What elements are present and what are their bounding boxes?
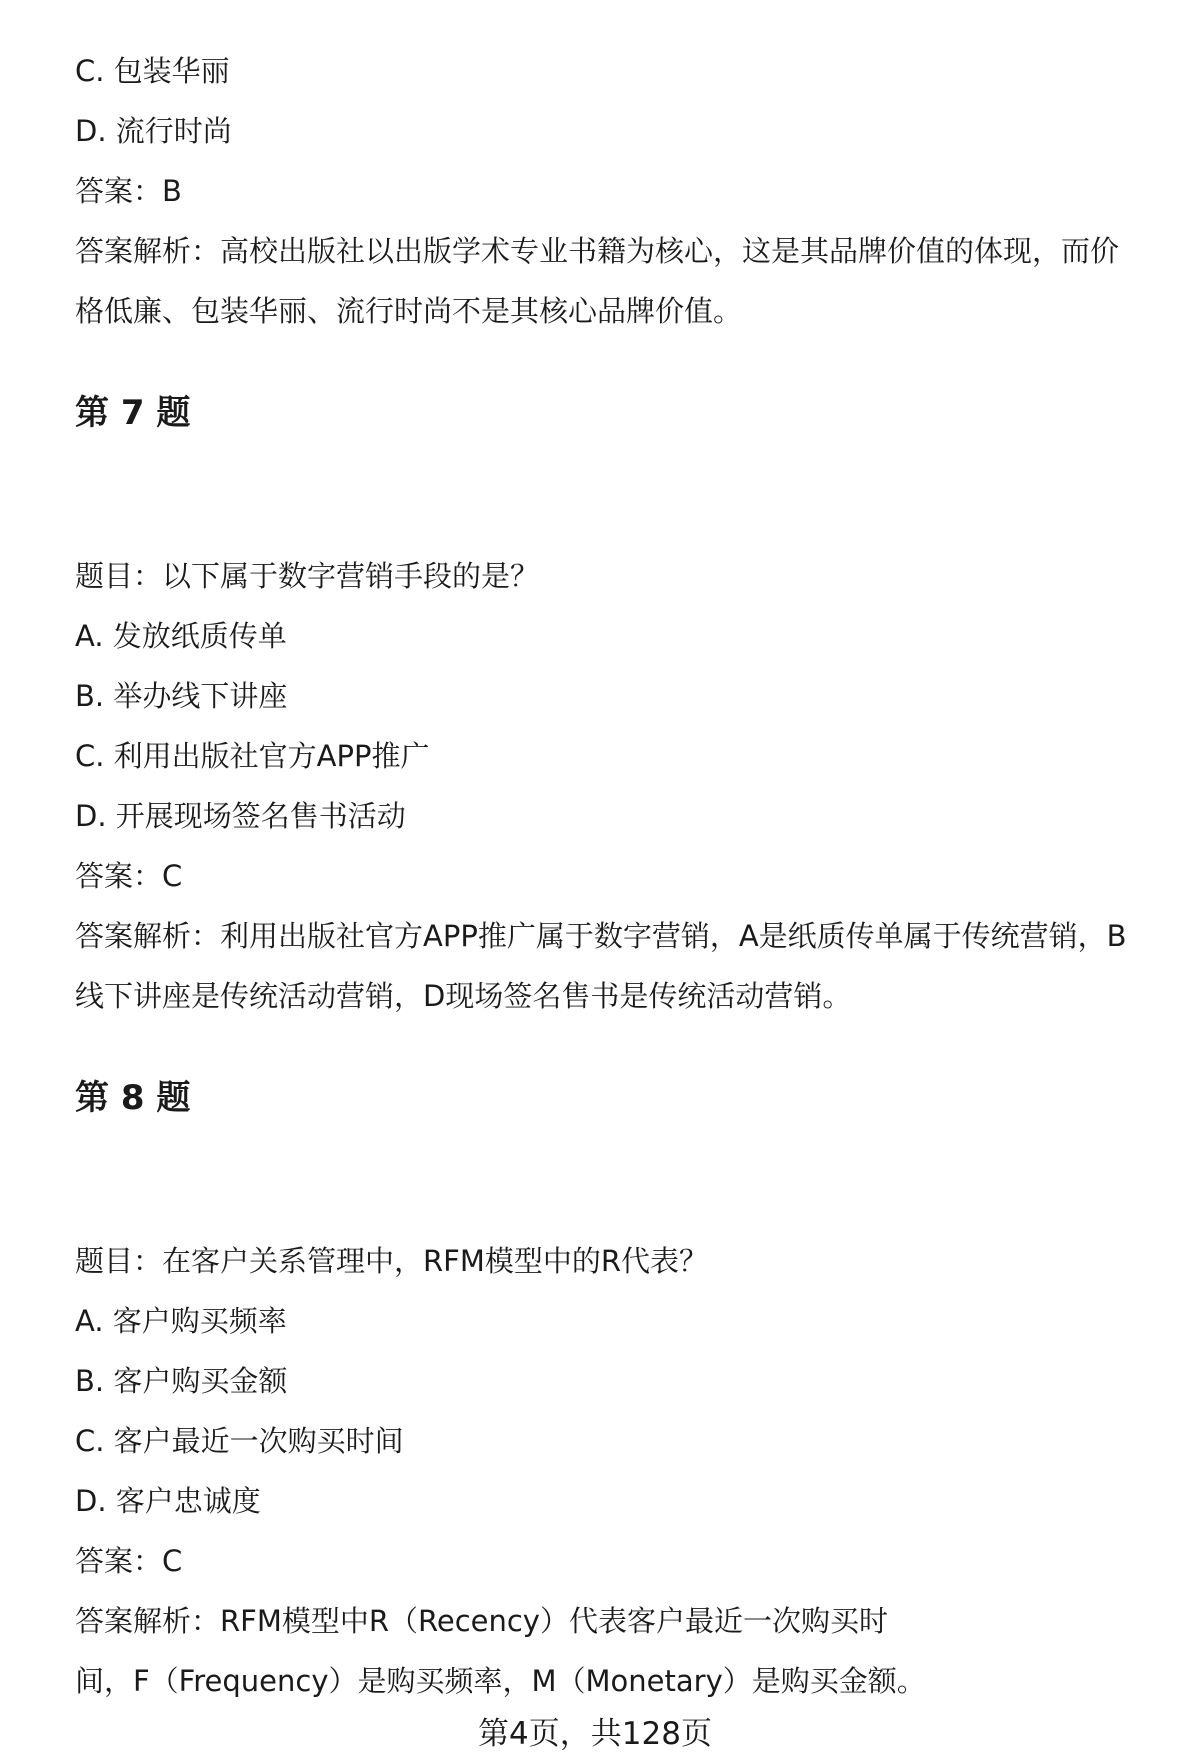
question-8-option-d: D. 客户忠诚度 bbox=[75, 1484, 261, 1518]
option-d: D. 流行时尚 bbox=[75, 114, 232, 148]
question-8-answer: 答案：C bbox=[75, 1544, 183, 1578]
question-7-option-d: D. 开展现场签名售书活动 bbox=[75, 799, 406, 833]
question-8-explanation-line-1: 答案解析：RFM模型中R（Recency）代表客户最近一次购买时 bbox=[75, 1604, 888, 1638]
question-7-prompt: 题目：以下属于数字营销手段的是？ bbox=[75, 559, 540, 593]
answer: 答案：B bbox=[75, 174, 182, 208]
question-8-prompt: 题目：在客户关系管理中，RFM模型中的R代表？ bbox=[75, 1244, 709, 1278]
question-7-heading: 第 7 题 bbox=[75, 393, 191, 433]
question-8-option-b: B. 客户购买金额 bbox=[75, 1364, 288, 1398]
option-c: C. 包装华丽 bbox=[75, 54, 230, 88]
question-7-option-b: B. 举办线下讲座 bbox=[75, 679, 288, 713]
explanation-line-1: 答案解析：高校出版社以出版学术专业书籍为核心，这是其品牌价值的体现，而价 bbox=[75, 234, 1120, 268]
page-number-footer: 第4页，共128页 bbox=[478, 1716, 712, 1752]
question-8-option-c: C. 客户最近一次购买时间 bbox=[75, 1424, 404, 1458]
question-8-explanation-line-2: 间，F（Frequency）是购买频率，M（Monetary）是购买金额。 bbox=[75, 1664, 926, 1698]
question-7-option-a: A. 发放纸质传单 bbox=[75, 619, 287, 653]
explanation-line-2: 格低廉、包装华丽、流行时尚不是其核心品牌价值。 bbox=[75, 294, 743, 328]
question-7-answer: 答案：C bbox=[75, 859, 183, 893]
question-7-explanation-line-1: 答案解析：利用出版社官方APP推广属于数字营销，A是纸质传单属于传统营销，B bbox=[75, 919, 1127, 953]
question-7-option-c: C. 利用出版社官方APP推广 bbox=[75, 739, 430, 773]
question-8-option-a: A. 客户购买频率 bbox=[75, 1304, 287, 1338]
question-8-heading: 第 8 题 bbox=[75, 1078, 191, 1118]
question-7-explanation-line-2: 线下讲座是传统活动营销，D现场签名售书是传统活动营销。 bbox=[75, 979, 852, 1013]
